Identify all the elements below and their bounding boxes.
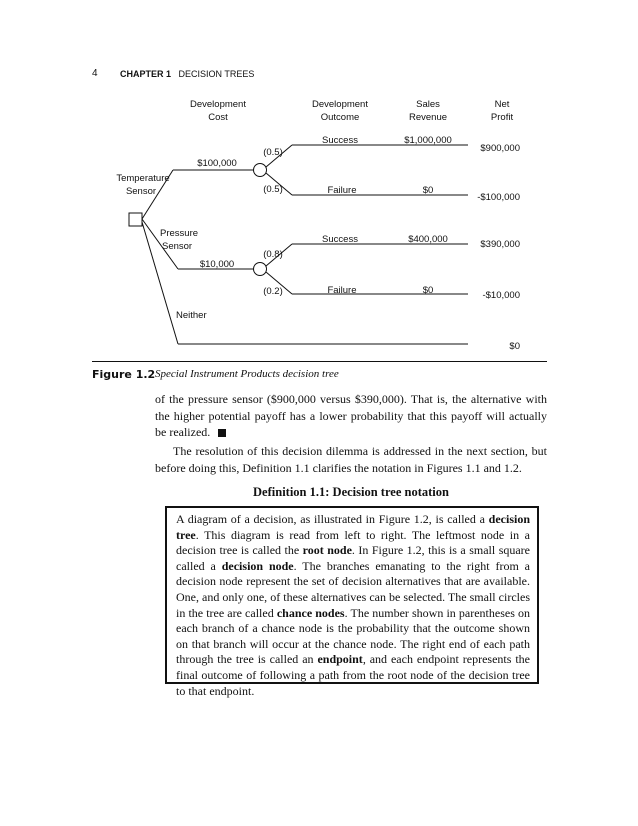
col-dev-outcome-line2: Outcome bbox=[320, 112, 360, 123]
profit-pressure-failure: -$10,000 bbox=[482, 290, 520, 301]
col-net-line2: Profit bbox=[490, 112, 514, 123]
outcome-temp-failure: Failure bbox=[327, 185, 357, 196]
term-decision-tree: decision tree bbox=[176, 512, 530, 542]
def-text-part: , and each endpoint represents the final outcome of following a path from the root node of the decision tree to that endpoint. bbox=[176, 652, 530, 698]
col-dev-cost-line2: Cost bbox=[208, 112, 228, 123]
def-text-part: . The number shown in parentheses on each branch of a chance node is the probability that the outcome shown on that branch will occur at the chance node. The right end of each path through the tree is called an bbox=[176, 605, 530, 667]
label-neither: Neither bbox=[176, 310, 207, 321]
chapter-title: DECISION TREES bbox=[178, 69, 255, 79]
label-pressure-line1: Pressure bbox=[160, 228, 199, 239]
label-temperature-line1: Temperature bbox=[116, 173, 170, 184]
decision-tree-figure bbox=[0, 0, 638, 360]
label-pressure-line2: Sensor bbox=[162, 241, 193, 252]
col-net-line1: Net bbox=[494, 99, 510, 110]
definition-text bbox=[176, 512, 530, 699]
prob-pressure-failure: (0.2) bbox=[263, 286, 283, 297]
col-sales-line2: Revenue bbox=[408, 112, 448, 123]
outcome-pressure-success: Success bbox=[322, 234, 358, 245]
end-of-example-icon bbox=[218, 429, 226, 437]
cost-pressure: $10,000 bbox=[199, 259, 235, 270]
term-root-node: root node bbox=[302, 543, 352, 558]
figure-label: Figure 1.2 bbox=[92, 368, 156, 381]
def-text-part: . The branches emanating to the right from a decision node represent the set of decision alternatives that are available. One, and only one, of these alternatives can be selected. The small circles in the tree are called bbox=[176, 558, 530, 620]
prob-pressure-success: (0.8) bbox=[263, 249, 283, 260]
definition-title: Definition 1.1: Decision tree notation bbox=[253, 485, 449, 499]
paragraph-1-text: of the pressure sensor ($900,000 versus $390,000). That is, the alternative with the higher potential payoff has a lower probability that this payoff will actually be realized. bbox=[155, 392, 547, 439]
paragraph-1 bbox=[155, 391, 547, 441]
prob-temp-failure: (0.5) bbox=[263, 184, 283, 195]
col-dev-outcome-line1: Development bbox=[312, 99, 368, 110]
paragraph-2: The resolution of this decision dilemma is addressed in the next section, but before doing this, Definition 1.1 clarifies the notation in Figures 1.1 and 1.2. bbox=[155, 444, 547, 475]
def-text-part: A diagram of a decision, as illustrated in Figure 1.2, is called a bbox=[176, 512, 489, 526]
chapter-label: CHAPTER 1 bbox=[120, 69, 172, 79]
def-text-part: . This diagram is read from left to right. The leftmost node in a decision tree is called the bbox=[176, 527, 530, 558]
profit-temp-failure: -$100,000 bbox=[477, 192, 520, 203]
cost-temperature: $100,000 bbox=[197, 158, 237, 169]
label-temperature-line2: Sensor bbox=[125, 186, 157, 197]
def-text-part: . In Figure 1.2, this is a small square called a bbox=[176, 543, 531, 573]
caption-rule bbox=[92, 361, 547, 362]
profit-temp-success: $900,000 bbox=[480, 143, 520, 154]
chance-node-temperature bbox=[254, 164, 267, 177]
col-sales-line1: Sales bbox=[416, 99, 440, 110]
col-dev-cost-line1: Development bbox=[190, 99, 246, 110]
term-endpoint: endpoint bbox=[317, 652, 363, 667]
profit-neither: $0 bbox=[509, 341, 520, 352]
revenue-temp-failure: $0 bbox=[422, 185, 434, 196]
page-number: 4 bbox=[92, 68, 98, 79]
term-decision-node: decision node bbox=[221, 558, 294, 573]
profit-pressure-success: $390,000 bbox=[480, 239, 520, 250]
term-chance-nodes: chance nodes bbox=[276, 605, 345, 620]
outcome-pressure-failure: Failure bbox=[327, 285, 357, 296]
revenue-pressure-failure: $0 bbox=[422, 285, 434, 296]
figure-caption: Special Instrument Products decision tree bbox=[155, 368, 339, 380]
outcome-temp-success: Success bbox=[322, 135, 358, 146]
root-decision-node bbox=[129, 213, 142, 226]
prob-temp-success: (0.5) bbox=[263, 147, 283, 158]
revenue-temp-success: $1,000,000 bbox=[404, 135, 452, 146]
revenue-pressure-success: $400,000 bbox=[408, 234, 448, 245]
chance-node-pressure bbox=[254, 263, 267, 276]
